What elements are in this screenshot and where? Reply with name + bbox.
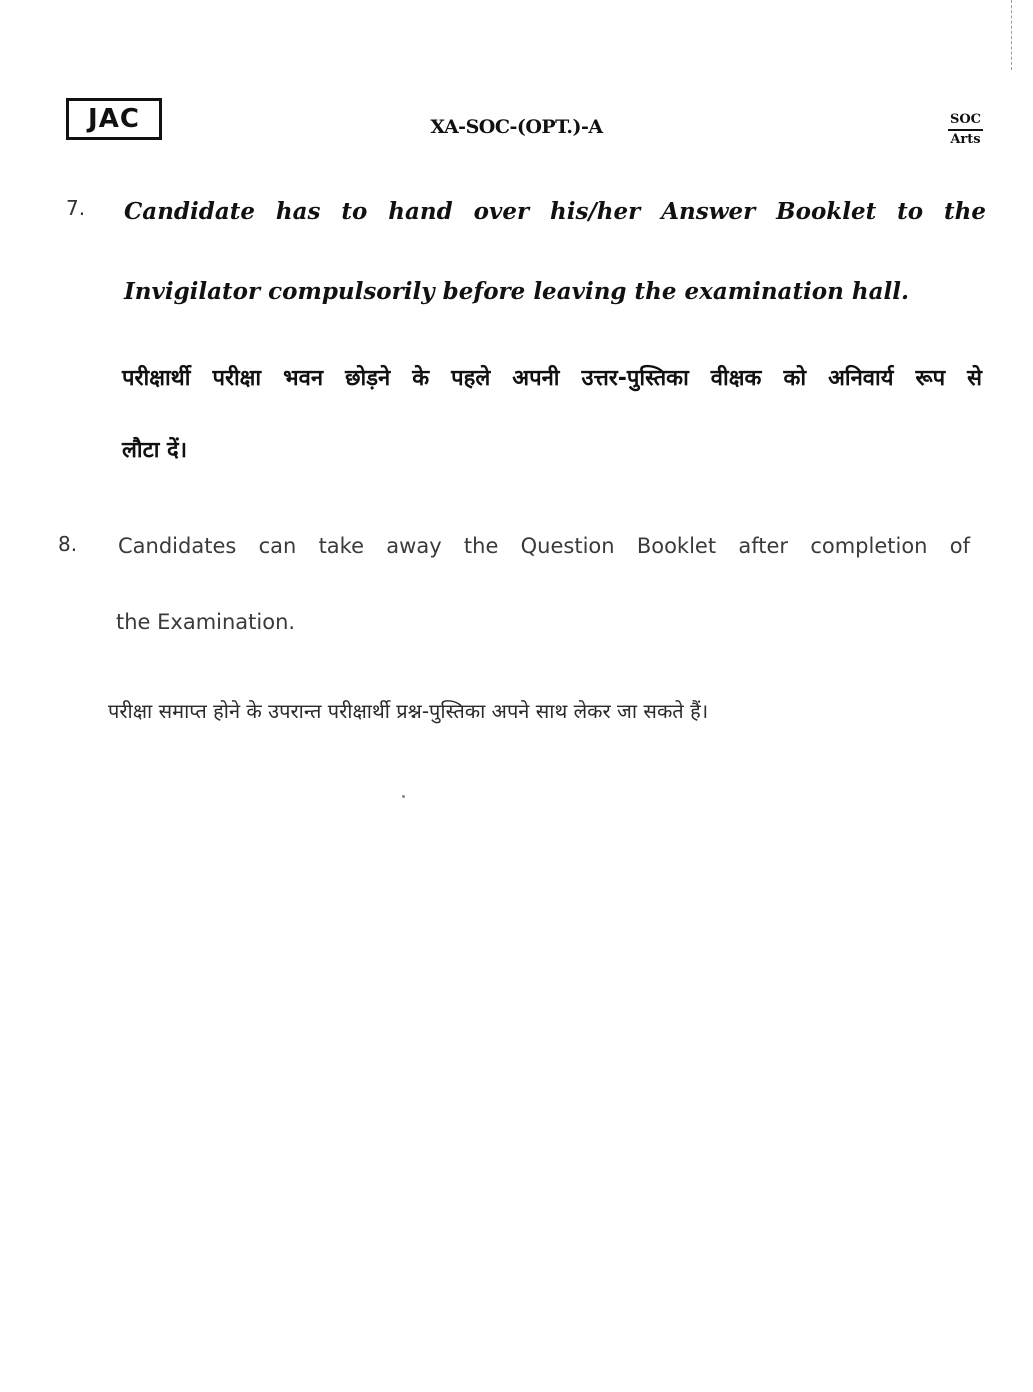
instruction-english-line: Invigilator compulsorily before leaving the examination hall. (124, 278, 909, 305)
instruction-hindi-line: लौटा दें। (122, 438, 188, 463)
instruction-english-line: Candidate has to hand over his/her Answer Booklet to the (124, 198, 986, 225)
instruction-hindi-line: परीक्षा समाप्त होने के उपरान्त परीक्षार्थी प्रश्न-पुस्तिका अपने साथ लेकर जा सकते हैं। (108, 699, 709, 723)
instruction-hindi-line: परीक्षार्थी परीक्षा भवन छोड़ने के पहले अपनी उत्तर-पुस्तिका वीक्षक को अनिवार्य रूप से (122, 366, 982, 391)
instruction-number: 7. (66, 196, 86, 220)
subject-tag (948, 112, 983, 149)
scan-edge-mark (1011, 0, 1013, 70)
instruction-english-line: the Examination. (116, 610, 296, 634)
subject-stream: Arts (950, 132, 981, 148)
instruction-english-line: Candidates can take away the Question Booklet after completion of (118, 534, 970, 558)
subject-code: SOC (948, 112, 983, 131)
instruction-number: 8. (58, 532, 78, 556)
paper-code: XA-SOC-(OPT.)-A (430, 116, 603, 138)
scan-speck (402, 795, 405, 798)
jac-logo: JAC (66, 98, 162, 140)
